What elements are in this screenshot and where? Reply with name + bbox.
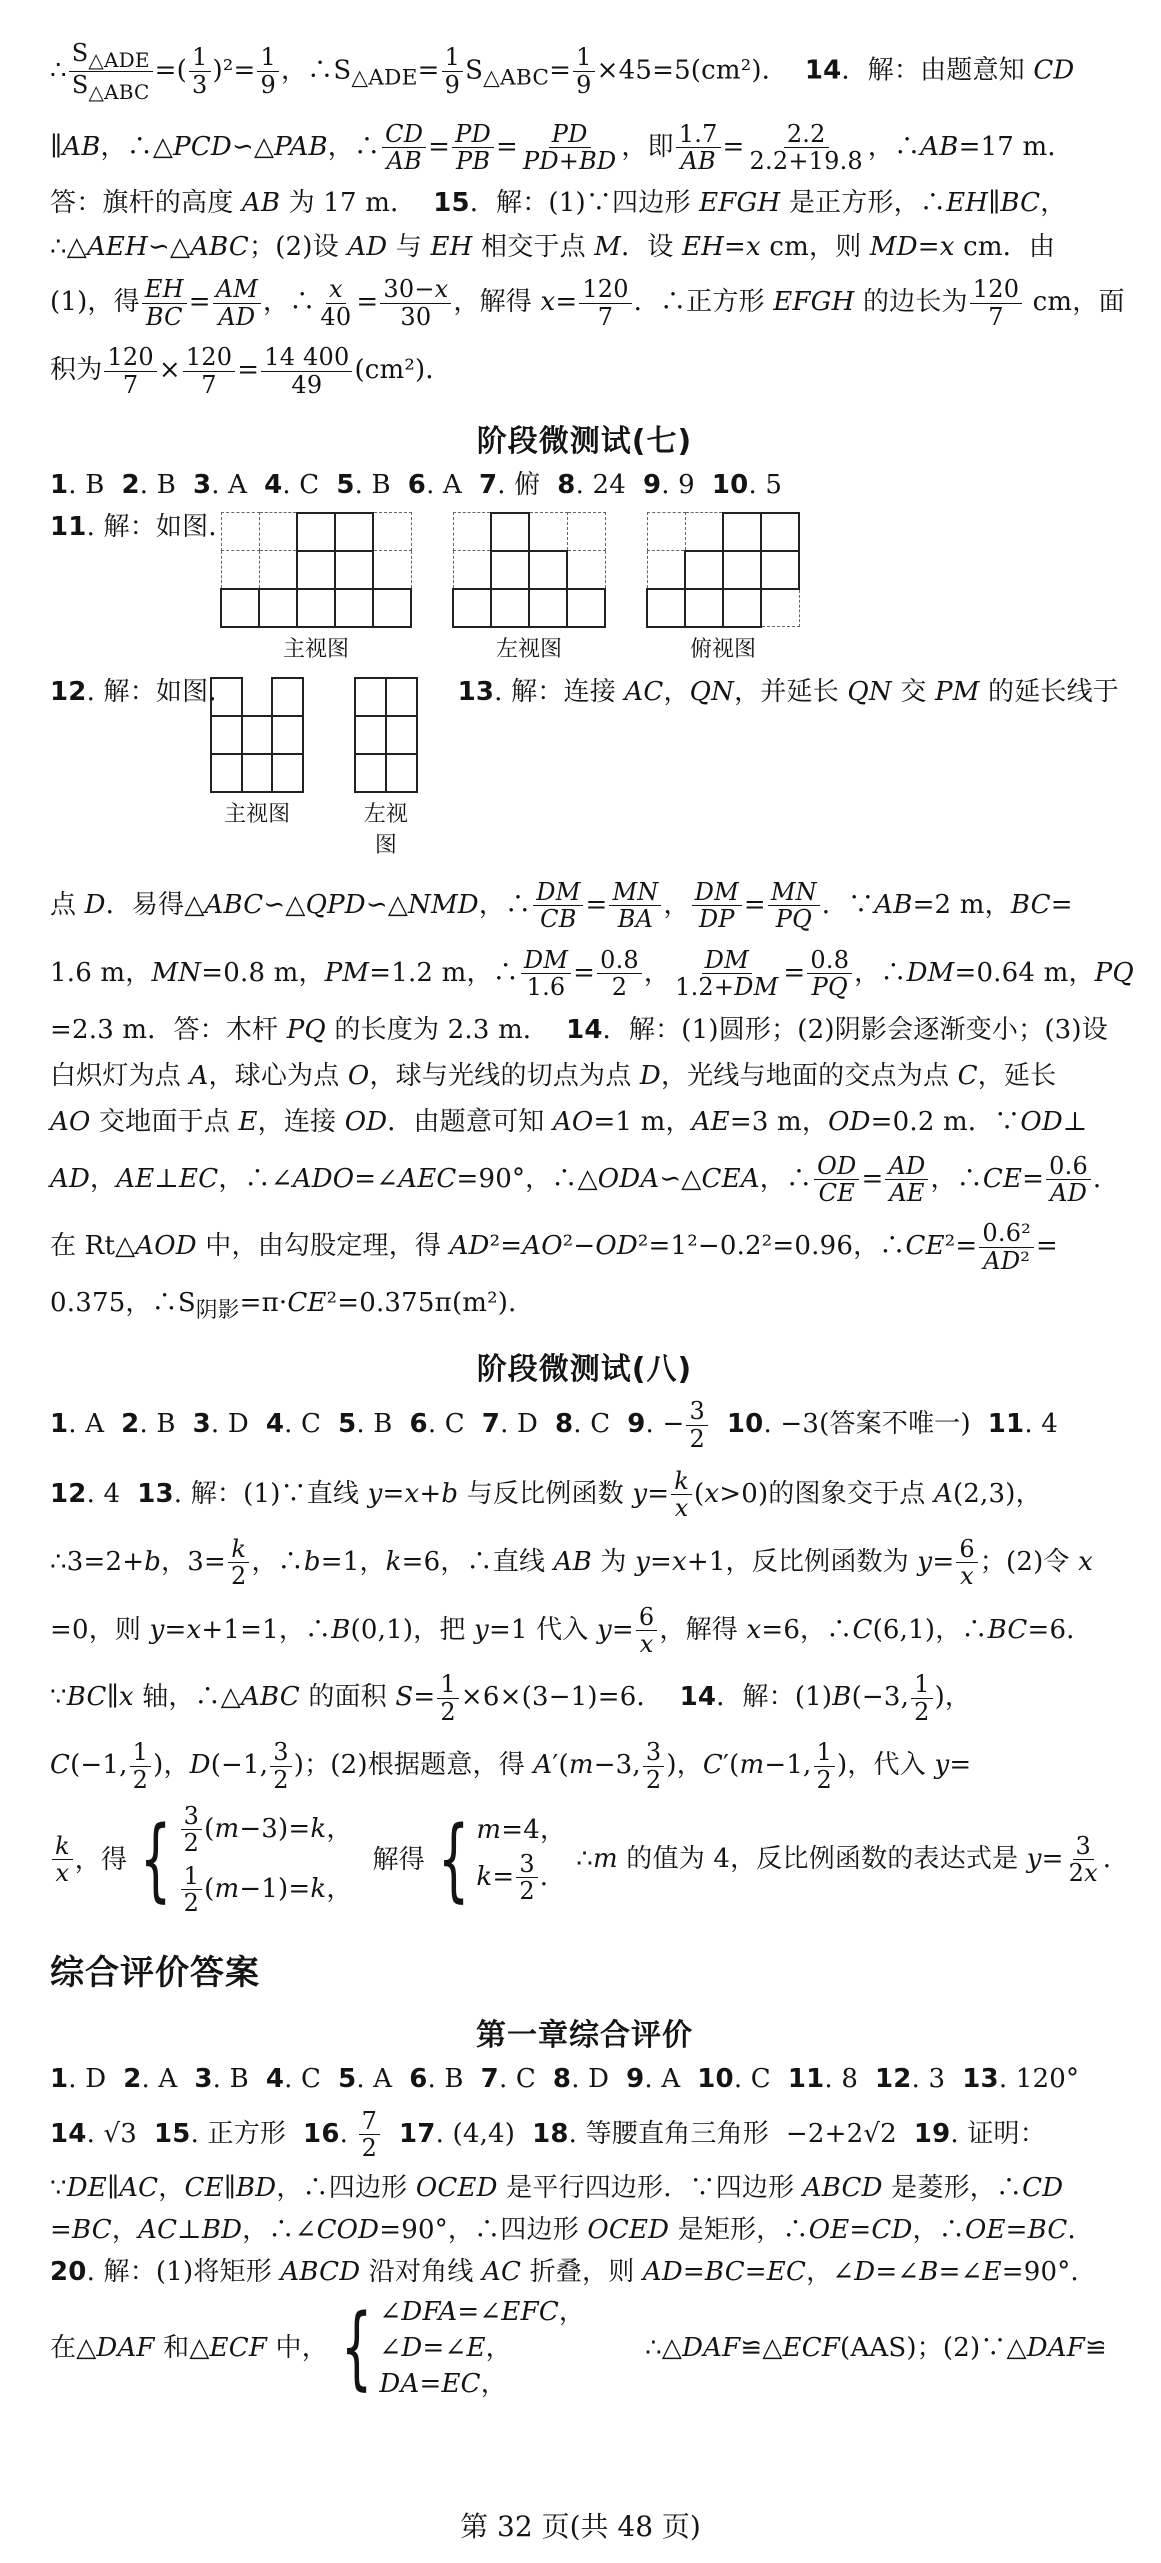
- text-line: 积为 $\frac{120}{7}$ × $\frac{120}{7}$ = $\frac{14 400}{49}$ (cm²)．: [50, 343, 452, 399]
- view-caption: 俯视图: [689, 636, 756, 662]
- text-line: ∴△AEH∽△ABC；(2)设 AD 与 EH 相交于点 M．设 EH=x cm，则 MD=x cm．由: [50, 232, 1056, 263]
- text-line: 12. 解：如图．: [50, 676, 235, 707]
- text-line: 14. √3 15. 正方形 16. $\frac{7}{2}$ 17. (4,4) 18. 等腰直角三角形 −2+2√2 19. 证明：: [50, 2106, 1046, 2162]
- view-caption: 左视图: [363, 801, 408, 858]
- text-line: =BC，AC⊥BD，∴∠COD=90°，∴四边形 OCED 是矩形，∴OE=CD，∴OE=BC．: [50, 2215, 1094, 2246]
- text-line: 0.375，$\therefore S_{阴影}=\pi\cdot CE^2=0.375\pi(m^2)$．: [50, 1288, 535, 1324]
- text-line: 1. D 2. A 3. B 4. C 5. A 6. B 7. C 8. D 9. A 10. C 11. 8 12. 3 13. 120°: [50, 2063, 1080, 2094]
- text-line: ∥AB，∴△PCD∽△PAB，∴ $\frac{CD}{AB}$ = $\frac{PD}{PB}$ = $\frac{PD}{PD+BD}$ ，即 $\frac{1.7}{AB}$ = $\frac{2.2}{2.2+19.8}$ ，∴AB=17 m．: [50, 119, 1074, 175]
- text-line: (1)，得 $\frac{EH}{BC}$ = $\frac{AM}{AD}$ ，∴ $\frac{x}{40}$ = $\frac{30-x}{30}$ ，解得 x= $\frac{120}{7}$ ．∴正方形 EFGH 的边长为 $\frac{120}{7}$ cm，面: [50, 275, 1125, 331]
- text-line: 在△DAF 和△ECF 中， { ∠DFA=∠EFC， ∠D=∠E， DA=EC， ∴△DAF≌△ECF(AAS)；(2)∵△DAF≌: [50, 2295, 1107, 2401]
- section-heading: 综合评价答案: [50, 1952, 260, 1993]
- page-footer: 第 32 页(共 48 页): [460, 2510, 701, 2543]
- view-caption: 左视图: [495, 636, 562, 662]
- text-line: AO 交地面于点 E，连接 OD．由题意可知 AO=1 m，AE=3 m，OD=0.2 m．∵OD⊥: [50, 1106, 1088, 1137]
- text-line: 答：旗杆的高度 AB 为 17 m． 15．解：(1)∵四边形 EFGH 是正方形，∴EH∥BC，: [50, 188, 1067, 219]
- section-title: 阶段微测试(七): [476, 423, 693, 459]
- text-line: =0，则 y=x+1=1，∴B(0,1)，把 y=1 代入 y= $\frac{6}{x}$ ，解得 x=6，∴C(6,1)，∴BC=6．: [50, 1602, 1093, 1658]
- text-line: 20. 解：(1)将矩形 ABCD 沿对角线 AC 折叠，则 AD=BC=EC，∠D=∠B=∠E=90°．: [50, 2257, 1097, 2288]
- text-line: ∴3=2+b，3= $\frac{k}{2}$ ，∴b=1，k=6，∴直线 AB 为 y=x+1，反比例函数为 y= $\frac{6}{x}$ ；(2)令 x: [50, 1534, 1093, 1591]
- text-line: AD，AE⊥EC，∴∠ADO=∠AEC=90°，∴△ODA∽△CEA，∴ $\frac{OD}{CE}$ = $\frac{AD}{AE}$ ，∴CE= $\frac{0.6}{AD}$ ．: [50, 1151, 1120, 1207]
- text-line: 1. B 2. B 3. A 4. C 5. B 6. A 7. 俯 8. 24 9. 9 10. 5: [50, 469, 783, 500]
- text-line: =2.3 m．答：木杆 PQ 的长度为 2.3 m． 14．解：(1)圆形；(2)阴影会逐渐变小；(3)设: [50, 1014, 1108, 1045]
- text-line: ∵BC∥x 轴，∴△ABC 的面积 S= $\frac{1}{2}$ ×6×(3−1)=6． 14．解：(1)B(−3, $\frac{1}{2}$ )，: [50, 1670, 972, 1726]
- text-line: ∴ $\frac{S_{\triangle ADE}}{S_{\triangle ABC}}$ =( $\frac{1}{3}$ )²= $\frac{1}{9}$ ，$\therefore S_{\triangle ADE}=$ $\frac{1}{9}$ $S_{\triangle ABC}=$ $\frac{1}{9}$ ×45=5(cm²)． 14．解：由题意知 CD: [50, 39, 1075, 104]
- text-line: ∵DE∥AC，CE∥BD，∴四边形 OCED 是平行四边形．∵四边形 ABCD 是菱形，∴CD: [50, 2173, 1064, 2204]
- text-line: 1. A 2. B 3. D 4. C 5. B 6. C 7. D 8. C 9. − $\frac{3}{2}$ 10. −3(答案不唯一) 11. 4: [50, 1397, 1059, 1453]
- text-line: 点 D．易得△ABC∽△QPD∽△NMD，∴ $\frac{DM}{CB}$ = $\frac{MN}{BA}$ ， $\frac{DM}{DP}$ = $\frac{MN}{PQ}$ ．∵AB=2 m，BC=: [50, 877, 1073, 934]
- text-line: 13. 解：连接 AC，QN，并延长 QN 交 PM 的延长线于: [457, 676, 1119, 707]
- text-line: $\frac{k}{x}$ ，得 { $\frac{3}{2}$ (m−3)=k， $\frac{1}{2}$ (m−1)=k， 解得 { m=4， k= $\frac{3}{2}$ ． ∴m 的值为 4，反比例函数的表达式是 y= $\frac{3}{2x}$ ．: [50, 1803, 1119, 1917]
- text-line: 11. 解：如图．: [50, 511, 235, 542]
- left-view-figure: [354, 677, 417, 859]
- view-caption: 主视图: [224, 801, 291, 827]
- two-views-q12: [210, 677, 418, 859]
- text-line: 12. 4 13. 解：(1)∵直线 y=x+b 与反比例函数 y= $\frac{k}{x}$ (x>0)的图象交于点 A(2,3)，: [50, 1467, 1042, 1523]
- section-title: 阶段微测试(八): [476, 1352, 693, 1388]
- section-title: 第一章综合评价: [476, 2017, 693, 2053]
- q12-q13-row: [50, 677, 1119, 859]
- text-line: C(−1, $\frac{1}{2}$ )，D(−1, $\frac{3}{2}$ )；(2)根据题意，得 A′(m−3, $\frac{3}{2}$ )，C′(m−1, $\frac{1}{2}$ )，代入 y=: [50, 1738, 972, 1794]
- text-line: 在 Rt△AOD 中，由勾股定理，得 AD²=AO²−OD²=1²−0.2²=0.96，∴CE²= $\frac{\text{0.6²}}{\text{AD²}}$ =: [50, 1219, 1058, 1275]
- text-line: 1.6 m，MN=0.8 m，PM=1.2 m，∴ $\frac{DM}{1.6}$ = $\frac{0.8}{2}$ ， $\frac{DM}{1.2+DM}$ = $\frac{0.8}{PQ}$ ，∴DM=0.64 m，PQ: [50, 945, 1134, 1002]
- view-caption: 主视图: [282, 636, 349, 662]
- text-line: 白炽灯为点 A，球心为点 O，球与光线的切点为点 D，光线与地面的交点为点 C，延长: [50, 1060, 1057, 1091]
